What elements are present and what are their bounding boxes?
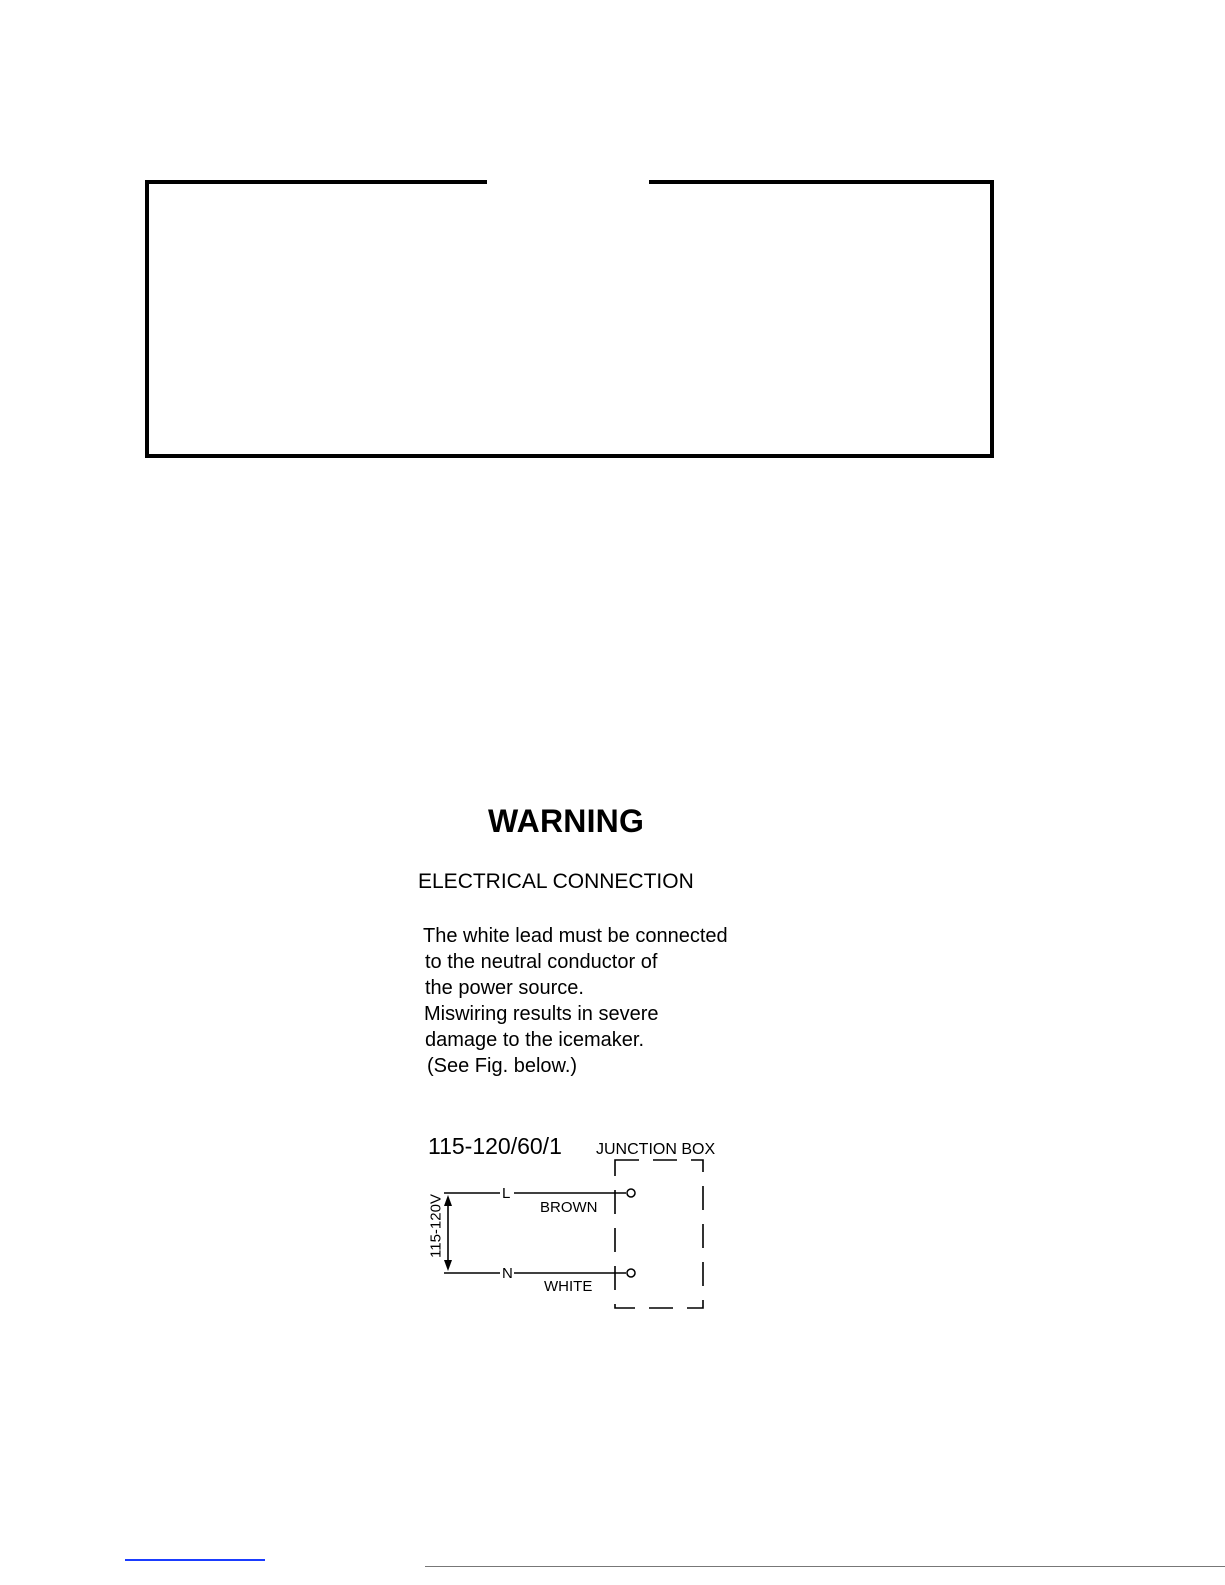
warning-subtitle: ELECTRICAL CONNECTION [418, 870, 694, 893]
line-terminal-label: L [502, 1185, 511, 1202]
brown-wire-label: BROWN [540, 1199, 598, 1216]
warning-line: Miswiring results in severe [424, 1003, 659, 1025]
neutral-terminal-icon [627, 1269, 635, 1277]
warning-line: damage to the icemaker. [425, 1029, 645, 1051]
line-terminal-icon [627, 1189, 635, 1197]
neutral-terminal-label: N [502, 1265, 513, 1282]
junction-box-label: JUNCTION BOX [596, 1141, 716, 1158]
warning-line: (See Fig. below.) [427, 1055, 578, 1077]
junction-box-outline [615, 1160, 703, 1308]
scan-artifact [425, 1566, 1225, 1567]
arrow-down-icon [444, 1260, 452, 1271]
warning-title: WARNING [488, 803, 645, 839]
arrow-up-icon [444, 1195, 452, 1206]
white-wire-label: WHITE [544, 1278, 593, 1295]
warning-line: the power source. [425, 977, 584, 999]
voltage-label: 115-120V [427, 1194, 445, 1258]
power-spec-label: 115-120/60/1 [428, 1133, 562, 1159]
warning-line: The white lead must be connected [423, 925, 728, 947]
warning-line: to the neutral conductor of [425, 951, 658, 973]
scan-artifact [125, 1559, 265, 1561]
